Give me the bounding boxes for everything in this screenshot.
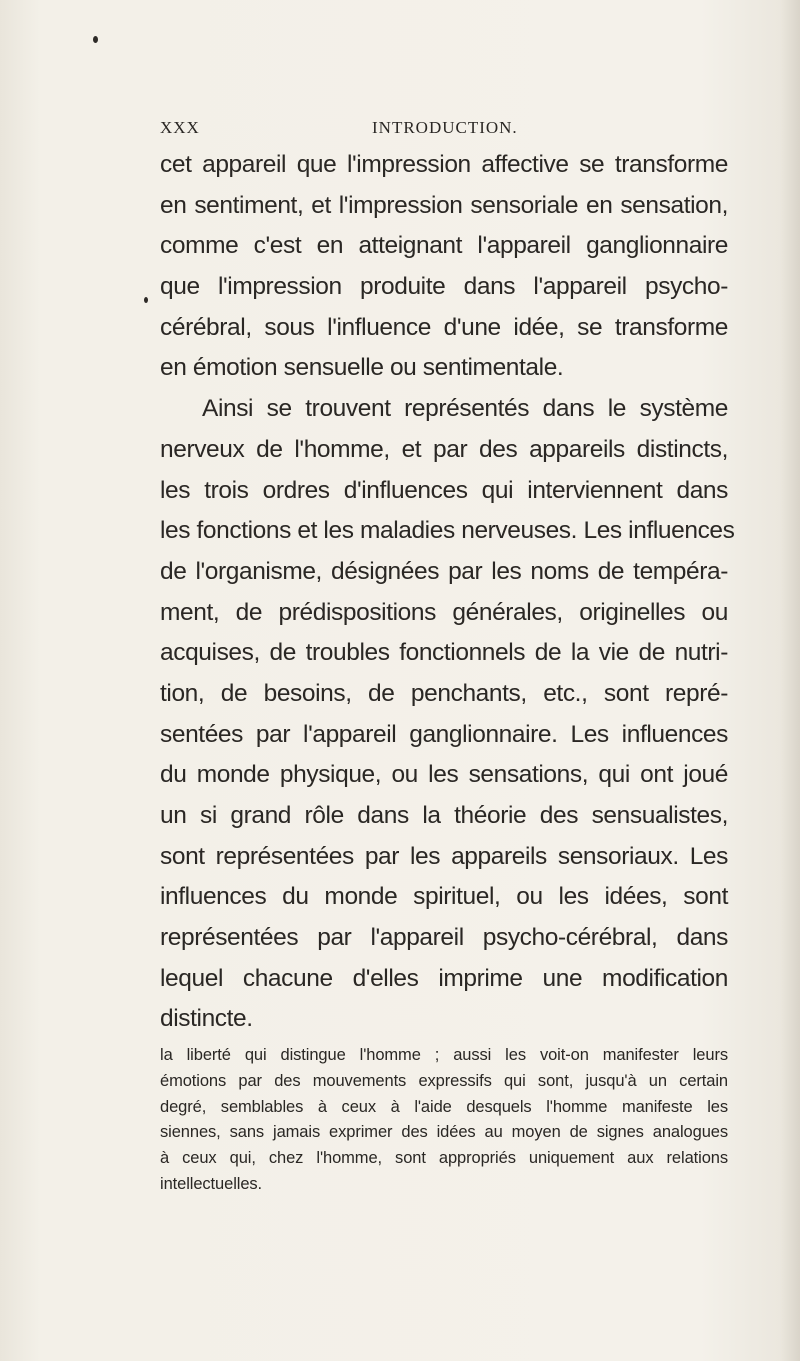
text-line: un si grand rôle dans la théorie des sensualistes,: [160, 802, 728, 829]
text-line: du monde physique, ou les sensations, qui ont joué: [160, 761, 728, 789]
running-header: [160, 118, 720, 142]
page-number: XXX: [160, 118, 200, 137]
text-line: nerveux de l'homme, et par des appareils distincts,: [160, 435, 728, 463]
footnote-line: degré, semblables à ceux à l'aide desquels l'homme manifeste les: [160, 1097, 728, 1116]
footnote-line: intellectuelles.: [160, 1174, 263, 1193]
ink-speck: [144, 297, 148, 303]
text-line: ment, de prédispositions générales, originelles ou: [160, 598, 728, 626]
text-line: sont représentées par les appareils sensoriaux. Les: [160, 842, 728, 870]
text-line: en émotion sensuelle ou sentimentale.: [160, 354, 564, 382]
text-line: sentées par l'appareil ganglionnaire. Les influences: [160, 720, 728, 748]
text-line: cet appareil que l'impression affective se transforme: [160, 151, 728, 178]
text-line: Ainsi se trouvent représentés dans le système: [202, 395, 728, 423]
footnote-line: la liberté qui distingue l'homme ; aussi les voit-on manifester leurs: [160, 1046, 728, 1064]
text-line: de l'organisme, désignées par les noms de tempéra-: [160, 557, 728, 585]
footnote-line: siennes, sans jamais exprimer des idées au moyen de signes analogues: [160, 1123, 728, 1142]
ink-speck: [93, 36, 98, 43]
text-line: lequel chacune d'elles imprime une modification: [160, 964, 728, 992]
text-line: représentées par l'appareil psycho-cérébral, dans: [160, 924, 728, 952]
text-line: comme c'est en atteignant l'appareil ganglionnaire: [160, 232, 728, 260]
text-line: que l'impression produite dans l'appareil psycho-: [160, 273, 728, 301]
text-line: les trois ordres d'influences qui interviennent dans: [160, 476, 728, 504]
text-line: cérébral, sous l'influence d'une idée, se transforme: [160, 313, 728, 341]
text-line: les fonctions et les maladies nerveuses. Les influences: [160, 517, 735, 545]
footnote-line: à ceux qui, chez l'homme, sont appropriés uniquement aux relations: [160, 1149, 728, 1168]
footnote: [160, 1043, 728, 1198]
text-line: tion, de besoins, de penchants, etc., sont repré-: [160, 679, 728, 707]
running-title: INTRODUCTION.: [372, 118, 518, 137]
footnote-line: émotions par des mouvements expressifs qui sont, jusqu'à un certain: [160, 1071, 728, 1090]
text-line: acquises, de troubles fonctionnels de la vie de nutri-: [160, 639, 728, 667]
text-line: influences du monde spirituel, ou les idées, sont: [160, 883, 728, 911]
main-text: [160, 145, 735, 1040]
text-line: en sentiment, et l'impression sensoriale en sensation,: [160, 191, 728, 219]
text-line: distincte.: [160, 1005, 253, 1033]
